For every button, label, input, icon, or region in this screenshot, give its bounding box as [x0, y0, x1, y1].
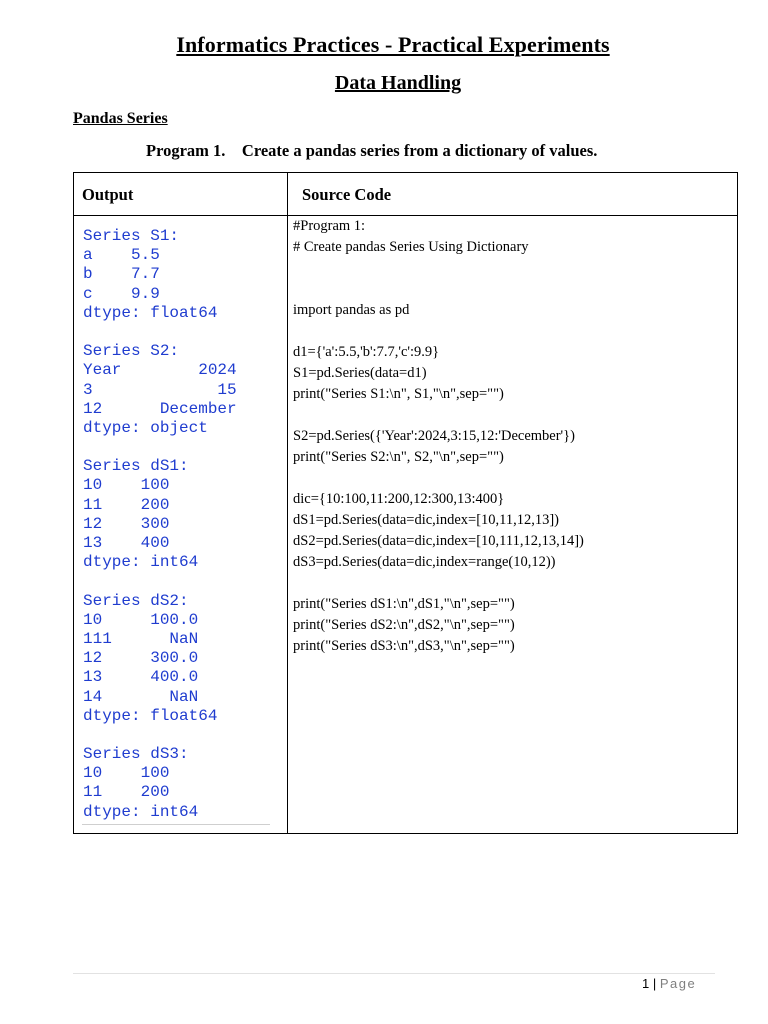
output-line: dtype: float64 — [83, 706, 218, 725]
output-line: 3 15 — [83, 380, 237, 399]
source-code-line: dic={10:100,11:200,12:300,13:400} — [293, 491, 505, 507]
source-code-panel — [293, 216, 733, 657]
output-line: c 9.9 — [83, 284, 160, 303]
source-code-line: print("Series dS3:\n",dS3,"\n",sep="") — [293, 638, 515, 654]
output-line: Series dS2: — [83, 591, 189, 610]
output-line: 10 100 — [83, 764, 170, 783]
output-line: 12 300 — [83, 514, 170, 533]
section-heading: Pandas Series — [73, 110, 168, 127]
source-column-header: Source Code — [302, 185, 392, 204]
source-code-line: #Program 1: — [293, 218, 366, 234]
output-line: 10 100 — [83, 476, 170, 495]
page-footer — [642, 976, 696, 991]
output-line: b 7.7 — [83, 265, 160, 284]
output-line: dtype: object — [83, 418, 208, 437]
page-number: 1 — [642, 976, 650, 991]
footer-separator: | — [649, 976, 660, 991]
document-subtitle: Data Handling — [334, 72, 462, 94]
column-divider — [287, 173, 288, 833]
output-line — [83, 323, 270, 342]
output-line — [83, 726, 270, 745]
source-code-line — [293, 321, 733, 342]
footer-divider — [73, 973, 715, 974]
source-code-line: print("Series dS2:\n",dS2,"\n",sep="") — [293, 617, 515, 633]
source-code-line: S2=pd.Series({'Year':2024,3:15,12:'December'}) — [293, 428, 575, 444]
output-panel — [83, 227, 270, 822]
output-line: dtype: float64 — [83, 303, 218, 322]
source-code-line — [293, 258, 733, 279]
source-code-line — [293, 573, 733, 594]
output-column-header: Output — [82, 185, 134, 204]
output-line: 11 200 — [83, 495, 170, 514]
source-code-line: S1=pd.Series(data=d1) — [293, 365, 427, 381]
output-line: Series dS1: — [83, 457, 189, 476]
source-code-line: dS1=pd.Series(data=dic,index=[10,11,12,13]) — [293, 512, 560, 528]
output-line: 111 NaN — [83, 629, 199, 648]
page-label: Page — [659, 976, 697, 991]
output-line: 13 400.0 — [83, 668, 199, 687]
source-code-line: import pandas as pd — [293, 302, 410, 318]
output-line: a 5.5 — [83, 246, 160, 265]
source-code-line — [293, 405, 733, 426]
output-line: Series dS3: — [83, 745, 189, 764]
output-line: dtype: int64 — [83, 553, 199, 572]
source-code-line — [293, 468, 733, 489]
program-table — [73, 172, 738, 834]
source-code-line: dS3=pd.Series(data=dic,index=range(10,12)) — [293, 554, 556, 570]
source-code-line: print("Series S1:\n", S1,"\n",sep="") — [293, 386, 504, 402]
output-line: 12 December — [83, 399, 237, 418]
output-line: dtype: int64 — [83, 802, 199, 821]
document-title: Informatics Practices - Practical Experiments — [176, 32, 610, 57]
output-line — [83, 438, 270, 457]
output-line: Year 2024 — [83, 361, 237, 380]
output-line: 13 400 — [83, 534, 170, 552]
source-code-line: # Create pandas Series Using Dictionary — [293, 239, 529, 255]
output-line: 14 NaN — [83, 687, 199, 706]
output-line: 12 300.0 — [83, 649, 199, 668]
output-line: 10 100.0 — [83, 610, 199, 629]
output-line: Series S1: — [83, 227, 180, 245]
output-line: 11 200 — [83, 783, 170, 802]
source-code-line: print("Series S2:\n", S2,"\n",sep="") — [293, 449, 504, 465]
output-line — [83, 572, 270, 591]
output-bottom-rule — [82, 824, 270, 825]
source-code-line: d1={'a':5.5,'b':7.7,'c':9.9} — [293, 344, 440, 360]
source-code-line — [293, 279, 733, 300]
source-code-line: dS2=pd.Series(data=dic,index=[10,111,12,13,14]) — [293, 533, 584, 549]
output-line: Series S2: — [83, 342, 180, 361]
source-code-line: print("Series dS1:\n",dS1,"\n",sep="") — [293, 596, 515, 612]
program-heading: Program 1. Create a pandas series from a dictionary of values. — [146, 141, 598, 160]
